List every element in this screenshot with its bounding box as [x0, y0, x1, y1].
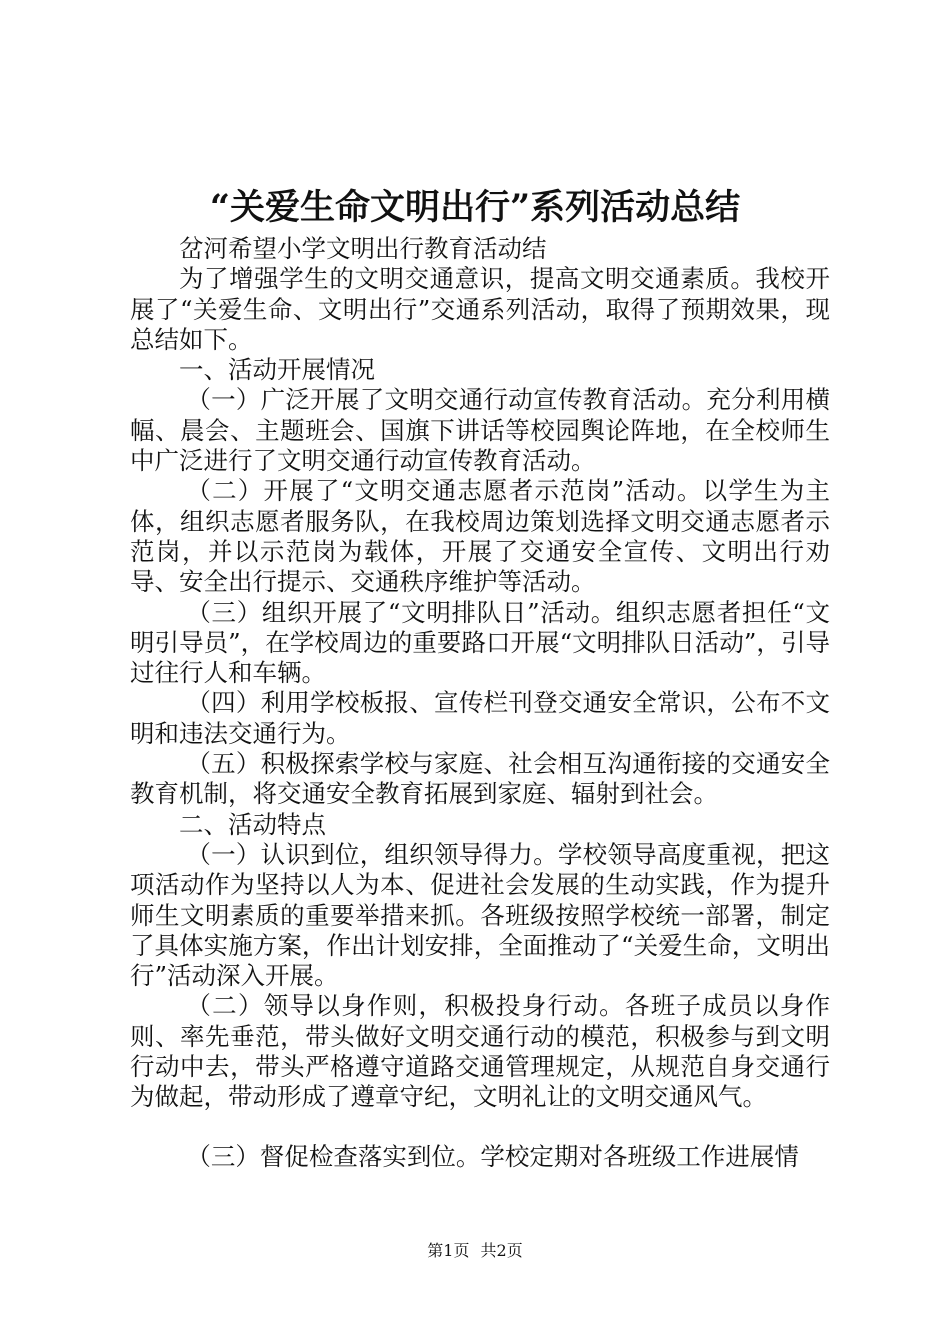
paragraph-1-5: （五）积极探索学校与家庭、社会相互沟通衔接的交通安全教育机制，将交通安全教育拓展到家庭、辐射到社会。: [130, 749, 830, 809]
paragraph-gap: [130, 1113, 830, 1142]
section-heading-2: 二、活动特点: [179, 809, 326, 839]
document-title: “关爱生命文明出行”系列活动总结: [209, 187, 741, 228]
paragraph-1-1: （一）广泛开展了文明交通行动宣传教育活动。充分利用横幅、晨会、主题班会、国旗下讲话等校园舆论阵地，在全校师生中广泛进行了文明交通行动宣传教育活动。: [130, 385, 830, 476]
page-total: 共2页: [480, 1241, 523, 1260]
paragraph-1-2: （二）开展了“文明交通志愿者示范岗”活动。以学生为主体，组织志愿者服务队，在我校周边策划选择文明交通志愿者示范岗，并以示范岗为载体，开展了交通安全宣传、文明出行劝导、安全出行提示、交通秩序维护等活动。: [130, 476, 830, 597]
paragraph-subtitle: 岔河希望小学文明出行教育活动结: [179, 234, 547, 263]
paragraph-intro: 为了增强学生的文明交通意识，提高文明交通素质。我校开展了“关爱生命、文明出行”交通系列活动，取得了预期效果，现总结如下。: [130, 264, 830, 354]
paragraph-2-1: （一）认识到位，组织领导得力。学校领导高度重视，把这项活动作为坚持以人为本、促进社会发展的生动实践，作为提升师生文明素质的重要举措来抓。各班级按照学校统一部署，制定了具体实施方案，作出计划安排，全面推动了“关爱生命，文明出行”活动深入开展。: [130, 839, 830, 991]
page-footer: [0, 1240, 950, 1262]
paragraph-1-4: （四）利用学校板报、宣传栏刊登交通安全常识，公布不文明和违法交通行为。: [130, 688, 830, 748]
paragraph-1-3: （三）组织开展了“文明排队日”活动。组织志愿者担任“文明引导员”，在学校周边的重要路口开展“文明排队日活动”，引导过往行人和车辆。: [130, 597, 830, 688]
document-body: [130, 234, 830, 1172]
paragraph-2-3: （三）督促检查落实到位。学校定期对各班级工作进展情: [186, 1141, 799, 1171]
paragraph-2-2: （二）领导以身作则，积极投身行动。各班子成员以身作则、率先垂范，带头做好文明交通行动的模范，积极参与到文明行动中去，带头严格遵守道路交通管理规定，从规范自身交通行为做起，带动形成了遵章守纪，文明礼让的文明交通风气。: [130, 991, 830, 1112]
section-heading-1: 一、活动开展情况: [179, 355, 375, 385]
page-number: 第1页: [427, 1241, 470, 1260]
